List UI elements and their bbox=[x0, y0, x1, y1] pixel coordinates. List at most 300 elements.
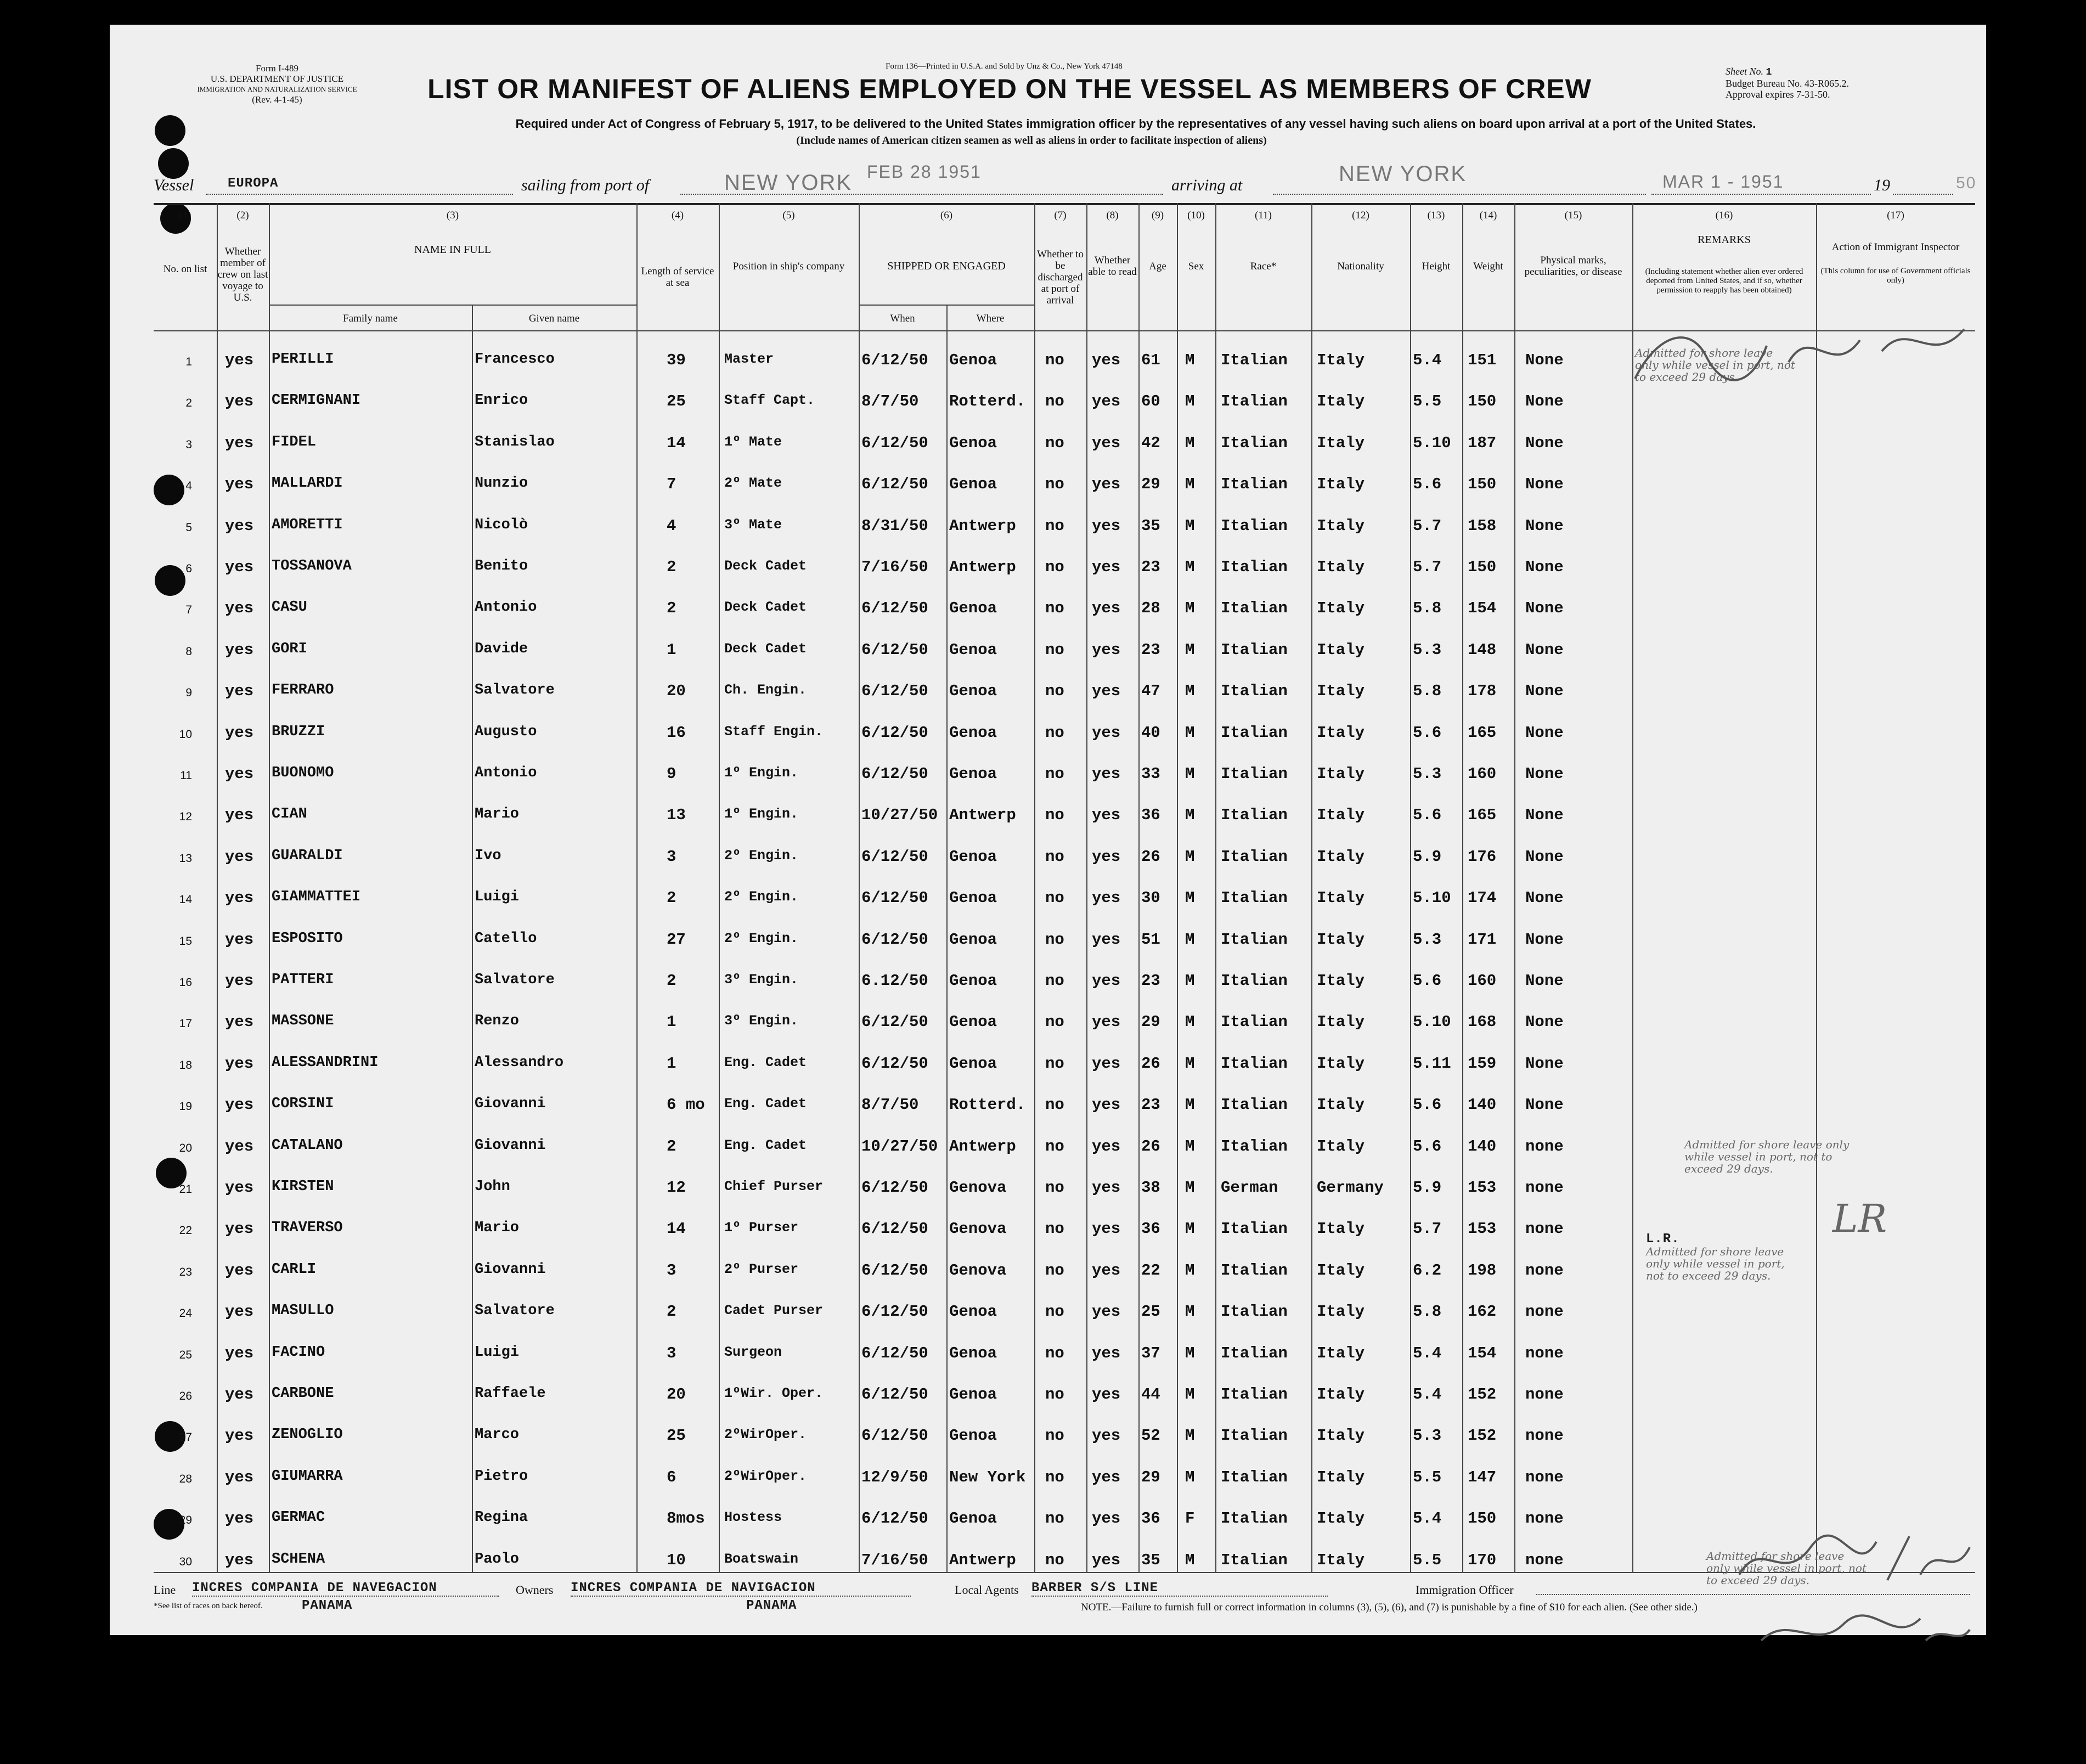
line-value-country: PANAMA bbox=[302, 1598, 353, 1613]
col-num: (15) bbox=[1564, 209, 1582, 221]
physical-marks-cell: none bbox=[1525, 1509, 1564, 1528]
weight-cell: 158 bbox=[1468, 516, 1497, 535]
shipped-when-cell: 10/27/50 bbox=[861, 806, 938, 825]
sex-cell: M bbox=[1185, 1179, 1195, 1197]
given-name-cell: John bbox=[475, 1179, 510, 1195]
height-cell: 5.3 bbox=[1413, 930, 1442, 949]
given-name-cell: Renzo bbox=[475, 1013, 520, 1030]
age-cell: 42 bbox=[1141, 433, 1160, 452]
nationality-cell: Italy bbox=[1317, 1551, 1365, 1569]
physical-marks-cell: none bbox=[1525, 1427, 1564, 1445]
position-cell: Chief Purser bbox=[724, 1179, 824, 1194]
age-cell: 52 bbox=[1141, 1427, 1160, 1445]
table-row bbox=[154, 992, 1975, 1033]
age-cell: 26 bbox=[1141, 847, 1160, 866]
row-number: 25 bbox=[179, 1348, 192, 1361]
height-cell: 5.6 bbox=[1413, 806, 1442, 825]
table-body bbox=[154, 330, 1975, 1572]
discharged-cell: no bbox=[1045, 1551, 1064, 1569]
discharged-cell: no bbox=[1045, 1137, 1064, 1156]
able-to-read-cell: yes bbox=[1092, 1096, 1121, 1114]
fine-note: NOTE.—Failure to furnish full or correct information in columns (3), (5), (6), and (7) is punishable by a fine of $10 for each alien. (See other side.) bbox=[1081, 1602, 1698, 1613]
age-cell: 29 bbox=[1141, 1468, 1160, 1486]
physical-marks-cell: none bbox=[1525, 1303, 1564, 1321]
remark-lr: L.R. bbox=[1646, 1232, 1680, 1247]
sex-cell: M bbox=[1185, 1261, 1195, 1280]
sex-cell: M bbox=[1185, 1220, 1195, 1238]
shipped-when-cell: 6/12/50 bbox=[861, 682, 928, 701]
physical-marks-cell: None bbox=[1525, 351, 1564, 369]
year-field bbox=[1893, 174, 1953, 195]
age-cell: 37 bbox=[1141, 1344, 1160, 1362]
position-cell: 3º Engin. bbox=[724, 972, 799, 988]
race-cell: German bbox=[1221, 1179, 1278, 1197]
shipped-where-cell: Genoa bbox=[949, 682, 997, 701]
table-row bbox=[154, 868, 1975, 909]
header-discharged: Whether to be discharged at port of arrival bbox=[1037, 248, 1084, 306]
shipped-where-cell: Genoa bbox=[949, 889, 997, 908]
shipped-when-cell: 6/12/50 bbox=[861, 889, 928, 908]
col-num: (12) bbox=[1352, 209, 1369, 221]
shipped-where-cell: Genoa bbox=[949, 1054, 997, 1073]
discharged-cell: no bbox=[1045, 1385, 1064, 1404]
crew-last-voyage-cell: yes bbox=[225, 558, 254, 576]
sex-cell: M bbox=[1185, 1054, 1195, 1073]
crew-last-voyage-cell: yes bbox=[225, 682, 254, 701]
shipped-when-cell: 6/12/50 bbox=[861, 1303, 928, 1321]
shipped-when-cell: 6/12/50 bbox=[861, 433, 928, 452]
able-to-read-cell: yes bbox=[1092, 475, 1121, 494]
sex-cell: M bbox=[1185, 351, 1195, 369]
position-cell: 2º Engin. bbox=[724, 889, 799, 905]
crew-table bbox=[154, 203, 1975, 1587]
nationality-cell: Italy bbox=[1317, 1344, 1365, 1362]
shipped-where-cell: Genoa bbox=[949, 723, 997, 742]
sex-cell: M bbox=[1185, 433, 1195, 452]
weight-cell: 140 bbox=[1468, 1096, 1497, 1114]
nationality-cell: Italy bbox=[1317, 1220, 1365, 1238]
given-name-cell: Alessandro bbox=[475, 1054, 564, 1071]
position-cell: Eng. Cadet bbox=[724, 1096, 807, 1112]
discharged-cell: no bbox=[1045, 1054, 1064, 1073]
position-cell: Staff Engin. bbox=[724, 723, 824, 740]
discharged-cell: no bbox=[1045, 1509, 1064, 1528]
race-cell: Italian bbox=[1221, 1054, 1288, 1073]
able-to-read-cell: yes bbox=[1092, 1261, 1121, 1280]
given-name-cell: Mario bbox=[475, 806, 520, 823]
crew-last-voyage-cell: yes bbox=[225, 1551, 254, 1569]
row-number: 13 bbox=[179, 852, 192, 865]
voyage-line bbox=[154, 162, 1977, 201]
shipped-where-cell: Genova bbox=[949, 1179, 1007, 1197]
shipped-when-cell: 12/9/50 bbox=[861, 1468, 928, 1486]
able-to-read-cell: yes bbox=[1092, 1137, 1121, 1156]
inspector-initials: LR bbox=[1833, 1196, 1887, 1241]
race-cell: Italian bbox=[1221, 1468, 1288, 1486]
col-num: (2) bbox=[236, 209, 249, 221]
crew-last-voyage-cell: yes bbox=[225, 351, 254, 369]
sex-cell: M bbox=[1185, 930, 1195, 949]
height-cell: 5.5 bbox=[1413, 1468, 1442, 1486]
age-cell: 44 bbox=[1141, 1385, 1160, 1404]
printer-line: Form 136—Printed in U.S.A. and Sold by Unz & Co., New York 47148 bbox=[886, 62, 1123, 71]
height-cell: 5.10 bbox=[1413, 433, 1451, 452]
height-cell: 5.4 bbox=[1413, 1385, 1442, 1404]
age-cell: 51 bbox=[1141, 930, 1160, 949]
weight-cell: 160 bbox=[1468, 972, 1497, 990]
given-name-cell: Ivo bbox=[475, 847, 501, 864]
row-number: 28 bbox=[179, 1472, 192, 1485]
budget-number: Budget Bureau No. 43-R065.2. bbox=[1726, 78, 1849, 89]
able-to-read-cell: yes bbox=[1092, 1220, 1121, 1238]
sex-cell: M bbox=[1185, 847, 1195, 866]
able-to-read-cell: yes bbox=[1092, 640, 1121, 659]
service-length-cell: 10 bbox=[667, 1551, 686, 1569]
sex-cell: M bbox=[1185, 1551, 1195, 1569]
age-cell: 36 bbox=[1141, 1220, 1160, 1238]
shipped-where-cell: Antwerp bbox=[949, 516, 1016, 535]
physical-marks-cell: None bbox=[1525, 765, 1564, 783]
discharged-cell: no bbox=[1045, 640, 1064, 659]
discharged-cell: no bbox=[1045, 558, 1064, 576]
race-cell: Italian bbox=[1221, 1427, 1288, 1445]
nationality-cell: Italy bbox=[1317, 1303, 1365, 1321]
shipped-when-cell: 6/12/50 bbox=[861, 723, 928, 742]
able-to-read-cell: yes bbox=[1092, 682, 1121, 701]
page-title: LIST OR MANIFEST OF ALIENS EMPLOYED ON THE VESSEL AS MEMBERS OF CREW bbox=[427, 74, 1592, 104]
age-cell: 61 bbox=[1141, 351, 1160, 369]
row-number: 2 bbox=[185, 397, 192, 410]
table-row bbox=[154, 1530, 1975, 1571]
age-cell: 28 bbox=[1141, 599, 1160, 618]
shipped-where-cell: Genoa bbox=[949, 930, 997, 949]
sex-cell: M bbox=[1185, 558, 1195, 576]
height-cell: 5.3 bbox=[1413, 765, 1442, 783]
race-cell: Italian bbox=[1221, 806, 1288, 825]
crew-last-voyage-cell: yes bbox=[225, 1509, 254, 1528]
crew-last-voyage-cell: yes bbox=[225, 1468, 254, 1486]
able-to-read-cell: yes bbox=[1092, 351, 1121, 369]
position-cell: 1º Purser bbox=[724, 1220, 799, 1236]
able-to-read-cell: yes bbox=[1092, 1427, 1121, 1445]
header-physical-marks: Physical marks, peculiarities, or disease bbox=[1524, 255, 1622, 278]
race-cell: Italian bbox=[1221, 1261, 1288, 1280]
shipped-when-cell: 6/12/50 bbox=[861, 475, 928, 494]
shipped-when-cell: 6/12/50 bbox=[861, 1054, 928, 1073]
position-cell: Staff Capt. bbox=[724, 392, 815, 409]
col-num: (5) bbox=[782, 209, 795, 221]
able-to-read-cell: yes bbox=[1092, 1179, 1121, 1197]
physical-marks-cell: none bbox=[1525, 1551, 1564, 1569]
height-cell: 5.9 bbox=[1413, 1179, 1442, 1197]
nationality-cell: Italy bbox=[1317, 1261, 1365, 1280]
race-cell: Italian bbox=[1221, 1220, 1288, 1238]
crew-last-voyage-cell: yes bbox=[225, 640, 254, 659]
shipped-when-cell: 6/12/50 bbox=[861, 1509, 928, 1528]
crew-last-voyage-cell: yes bbox=[225, 972, 254, 990]
service-length-cell: 39 bbox=[667, 351, 686, 369]
crew-last-voyage-cell: yes bbox=[225, 806, 254, 825]
table-row bbox=[154, 1365, 1975, 1406]
physical-marks-cell: none bbox=[1525, 1468, 1564, 1486]
weight-cell: 154 bbox=[1468, 1344, 1497, 1362]
race-cell: Italian bbox=[1221, 723, 1288, 742]
nationality-cell: Italy bbox=[1317, 889, 1365, 908]
nationality-cell: Italy bbox=[1317, 847, 1365, 866]
row-number: 21 bbox=[179, 1183, 192, 1196]
discharged-cell: no bbox=[1045, 1261, 1064, 1280]
discharged-cell: no bbox=[1045, 475, 1064, 494]
height-cell: 5.7 bbox=[1413, 558, 1442, 576]
weight-cell: 151 bbox=[1468, 351, 1497, 369]
nationality-cell: Italy bbox=[1317, 972, 1365, 990]
race-cell: Italian bbox=[1221, 1303, 1288, 1321]
given-name-cell: Paolo bbox=[475, 1551, 520, 1568]
shipped-where-cell: Genoa bbox=[949, 972, 997, 990]
height-cell: 5.6 bbox=[1413, 1137, 1442, 1156]
weight-cell: 168 bbox=[1468, 1013, 1497, 1032]
table-row bbox=[154, 661, 1975, 702]
table-row bbox=[154, 578, 1975, 619]
family-name-cell: GORI bbox=[272, 640, 307, 657]
sex-cell: M bbox=[1185, 640, 1195, 659]
row-number: 9 bbox=[185, 686, 192, 700]
table-row bbox=[154, 827, 1975, 868]
remark-stamp-3: Admitted for shore leave only while vessel in port, not to exceed 29 days. bbox=[1646, 1245, 1785, 1282]
crew-last-voyage-cell: yes bbox=[225, 516, 254, 535]
shipped-when-cell: 6/12/50 bbox=[861, 1385, 928, 1404]
row-number: 5 bbox=[185, 521, 192, 534]
discharged-cell: no bbox=[1045, 765, 1064, 783]
header-nationality: Nationality bbox=[1337, 260, 1384, 272]
physical-marks-cell: None bbox=[1525, 558, 1564, 576]
crew-last-voyage-cell: yes bbox=[225, 599, 254, 618]
given-name-cell: Raffaele bbox=[475, 1385, 546, 1402]
table-row bbox=[154, 1075, 1975, 1116]
shipped-when-cell: 8/31/50 bbox=[861, 516, 928, 535]
race-cell: Italian bbox=[1221, 558, 1288, 576]
shipped-where-cell: Genoa bbox=[949, 1303, 997, 1321]
nationality-cell: Italy bbox=[1317, 1468, 1365, 1486]
race-cell: Italian bbox=[1221, 1509, 1288, 1528]
table-row bbox=[154, 910, 1975, 951]
sex-cell: M bbox=[1185, 806, 1195, 825]
sailing-field bbox=[680, 162, 1163, 195]
sailing-label: sailing from port of bbox=[521, 176, 650, 194]
position-cell: 1º Engin. bbox=[724, 765, 799, 781]
age-cell: 36 bbox=[1141, 806, 1160, 825]
able-to-read-cell: yes bbox=[1092, 723, 1121, 742]
position-cell: 1º Engin. bbox=[724, 806, 799, 822]
family-name-cell: ESPOSITO bbox=[272, 930, 343, 947]
service-length-cell: 7 bbox=[667, 475, 676, 494]
shipped-when-cell: 10/27/50 bbox=[861, 1137, 938, 1156]
sheet-label: Sheet No. bbox=[1726, 66, 1763, 77]
weight-cell: 150 bbox=[1468, 1509, 1497, 1528]
shipped-when-cell: 7/16/50 bbox=[861, 1551, 928, 1569]
weight-cell: 187 bbox=[1468, 433, 1497, 452]
header-when: When bbox=[890, 312, 915, 324]
given-name-cell: Catello bbox=[475, 930, 537, 947]
header-inspector-note: (This column for use of Government officials only) bbox=[1820, 267, 1971, 285]
header-height: Height bbox=[1422, 260, 1451, 272]
race-cell: Italian bbox=[1221, 682, 1288, 701]
service-length-cell: 2 bbox=[667, 1137, 676, 1156]
crew-last-voyage-cell: yes bbox=[225, 1303, 254, 1321]
height-cell: 5.9 bbox=[1413, 847, 1442, 866]
height-cell: 5.4 bbox=[1413, 1509, 1442, 1528]
form-id-block bbox=[192, 63, 362, 105]
given-name-cell: Salvatore bbox=[475, 682, 555, 699]
col-num: (9) bbox=[1151, 209, 1164, 221]
position-cell: 1º Mate bbox=[724, 433, 782, 450]
header-crew-last-voyage: Whether member of crew on last voyage to U.S. bbox=[217, 245, 268, 303]
position-cell: Surgeon bbox=[724, 1344, 782, 1360]
col-num: (16) bbox=[1715, 209, 1733, 221]
row-number: 1 bbox=[185, 356, 192, 368]
given-name-cell: Enrico bbox=[475, 392, 528, 409]
service-length-cell: 2 bbox=[667, 889, 676, 908]
table-row bbox=[154, 454, 1975, 495]
discharged-cell: no bbox=[1045, 1096, 1064, 1114]
row-number: 12 bbox=[179, 810, 192, 824]
age-cell: 33 bbox=[1141, 765, 1160, 783]
weight-cell: 165 bbox=[1468, 806, 1497, 825]
given-name-cell: Stanislao bbox=[475, 433, 555, 450]
position-cell: 2º Engin. bbox=[724, 847, 799, 864]
row-number: 18 bbox=[179, 1058, 192, 1072]
discharged-cell: no bbox=[1045, 1303, 1064, 1321]
crew-last-voyage-cell: yes bbox=[225, 930, 254, 949]
shipped-when-cell: 6/12/50 bbox=[861, 847, 928, 866]
age-cell: 25 bbox=[1141, 1303, 1160, 1321]
discharged-cell: no bbox=[1045, 599, 1064, 618]
height-cell: 5.3 bbox=[1413, 640, 1442, 659]
shipped-where-cell: Genova bbox=[949, 1220, 1007, 1238]
race-cell: Italian bbox=[1221, 599, 1288, 618]
given-name-cell: Antonio bbox=[475, 765, 537, 781]
height-cell: 5.10 bbox=[1413, 1013, 1451, 1032]
crew-last-voyage-cell: yes bbox=[225, 1427, 254, 1445]
arriving-label: arriving at bbox=[1171, 176, 1243, 194]
height-cell: 5.5 bbox=[1413, 392, 1442, 411]
table-row bbox=[154, 1199, 1975, 1240]
discharged-cell: no bbox=[1045, 930, 1064, 949]
discharged-cell: no bbox=[1045, 1468, 1064, 1486]
nationality-cell: Italy bbox=[1317, 765, 1365, 783]
physical-marks-cell: None bbox=[1525, 806, 1564, 825]
sex-cell: M bbox=[1185, 1096, 1195, 1114]
name-subheader-rule bbox=[269, 305, 636, 306]
discharged-cell: no bbox=[1045, 889, 1064, 908]
service-length-cell: 8mos bbox=[667, 1509, 705, 1528]
physical-marks-cell: None bbox=[1525, 1013, 1564, 1032]
shipped-when-cell: 6/12/50 bbox=[861, 1220, 928, 1238]
shipped-when-cell: 6/12/50 bbox=[861, 599, 928, 618]
weight-cell: 176 bbox=[1468, 847, 1497, 866]
age-cell: 40 bbox=[1141, 723, 1160, 742]
crew-last-voyage-cell: yes bbox=[225, 1261, 254, 1280]
service-length-cell: 6 bbox=[667, 1468, 676, 1486]
position-cell: Cadet Purser bbox=[724, 1303, 824, 1319]
sheet-number: 1 bbox=[1766, 67, 1773, 78]
nationality-cell: Italy bbox=[1317, 475, 1365, 494]
given-name-cell: Francesco bbox=[475, 351, 555, 368]
weight-cell: 160 bbox=[1468, 765, 1497, 783]
given-name-cell: Giovanni bbox=[475, 1137, 546, 1154]
discharged-cell: no bbox=[1045, 351, 1064, 369]
nationality-cell: Italy bbox=[1317, 1137, 1365, 1156]
given-name-cell: Salvatore bbox=[475, 972, 555, 988]
sex-cell: M bbox=[1185, 516, 1195, 535]
nationality-cell: Italy bbox=[1317, 682, 1365, 701]
sex-cell: M bbox=[1185, 1427, 1195, 1445]
race-cell: Italian bbox=[1221, 516, 1288, 535]
shipped-when-cell: 8/7/50 bbox=[861, 1096, 919, 1114]
shipped-where-cell: Antwerp bbox=[949, 1551, 1016, 1569]
nationality-cell: Germany bbox=[1317, 1179, 1384, 1197]
sailing-date-stamp: FEB 28 1951 bbox=[867, 162, 982, 182]
table-row bbox=[154, 620, 1975, 661]
row-number: 29 bbox=[179, 1514, 192, 1527]
header-name-in-full: NAME IN FULL bbox=[414, 243, 491, 256]
nationality-cell: Italy bbox=[1317, 433, 1365, 452]
sex-cell: M bbox=[1185, 475, 1195, 494]
shipped-where-cell: Antwerp bbox=[949, 1137, 1016, 1156]
physical-marks-cell: None bbox=[1525, 972, 1564, 990]
sheet-block bbox=[1726, 66, 1956, 100]
service-length-cell: 2 bbox=[667, 558, 676, 576]
physical-marks-cell: None bbox=[1525, 930, 1564, 949]
family-name-cell: ALESSANDRINI bbox=[272, 1054, 379, 1071]
family-name-cell: FERRARO bbox=[272, 682, 334, 699]
position-cell: Ch. Engin. bbox=[724, 682, 807, 698]
race-cell: Italian bbox=[1221, 765, 1288, 783]
table-row bbox=[154, 785, 1975, 826]
shipped-where-cell: Genoa bbox=[949, 1427, 997, 1445]
discharged-cell: no bbox=[1045, 433, 1064, 452]
row-number: 17 bbox=[179, 1017, 192, 1030]
sex-cell: M bbox=[1185, 682, 1195, 701]
family-name-cell: TRAVERSO bbox=[272, 1220, 343, 1237]
table-row bbox=[154, 1323, 1975, 1365]
nationality-cell: Italy bbox=[1317, 516, 1365, 535]
footer bbox=[154, 1583, 1975, 1632]
discharged-cell: no bbox=[1045, 392, 1064, 411]
sex-cell: M bbox=[1185, 1137, 1195, 1156]
given-name-cell: Luigi bbox=[475, 889, 520, 906]
form-revision: (Rev. 4-1-45) bbox=[252, 94, 302, 105]
nationality-cell: Italy bbox=[1317, 1509, 1365, 1528]
height-cell: 5.6 bbox=[1413, 475, 1442, 494]
family-name-cell: CERMIGNANI bbox=[272, 392, 361, 409]
race-cell: Italian bbox=[1221, 1551, 1288, 1569]
nationality-cell: Italy bbox=[1317, 1096, 1365, 1114]
discharged-cell: no bbox=[1045, 847, 1064, 866]
shipped-where-cell: Genoa bbox=[949, 1509, 997, 1528]
age-cell: 26 bbox=[1141, 1054, 1160, 1073]
shipped-when-cell: 7/16/50 bbox=[861, 558, 928, 576]
table-row bbox=[154, 744, 1975, 785]
row-number: 6 bbox=[185, 562, 192, 575]
shipped-where-cell: Genoa bbox=[949, 847, 997, 866]
physical-marks-cell: none bbox=[1525, 1344, 1564, 1362]
age-cell: 60 bbox=[1141, 392, 1160, 411]
height-cell: 5.6 bbox=[1413, 723, 1442, 742]
shipped-where-cell: Genoa bbox=[949, 1344, 997, 1362]
height-cell: 5.8 bbox=[1413, 1303, 1442, 1321]
able-to-read-cell: yes bbox=[1092, 599, 1121, 618]
